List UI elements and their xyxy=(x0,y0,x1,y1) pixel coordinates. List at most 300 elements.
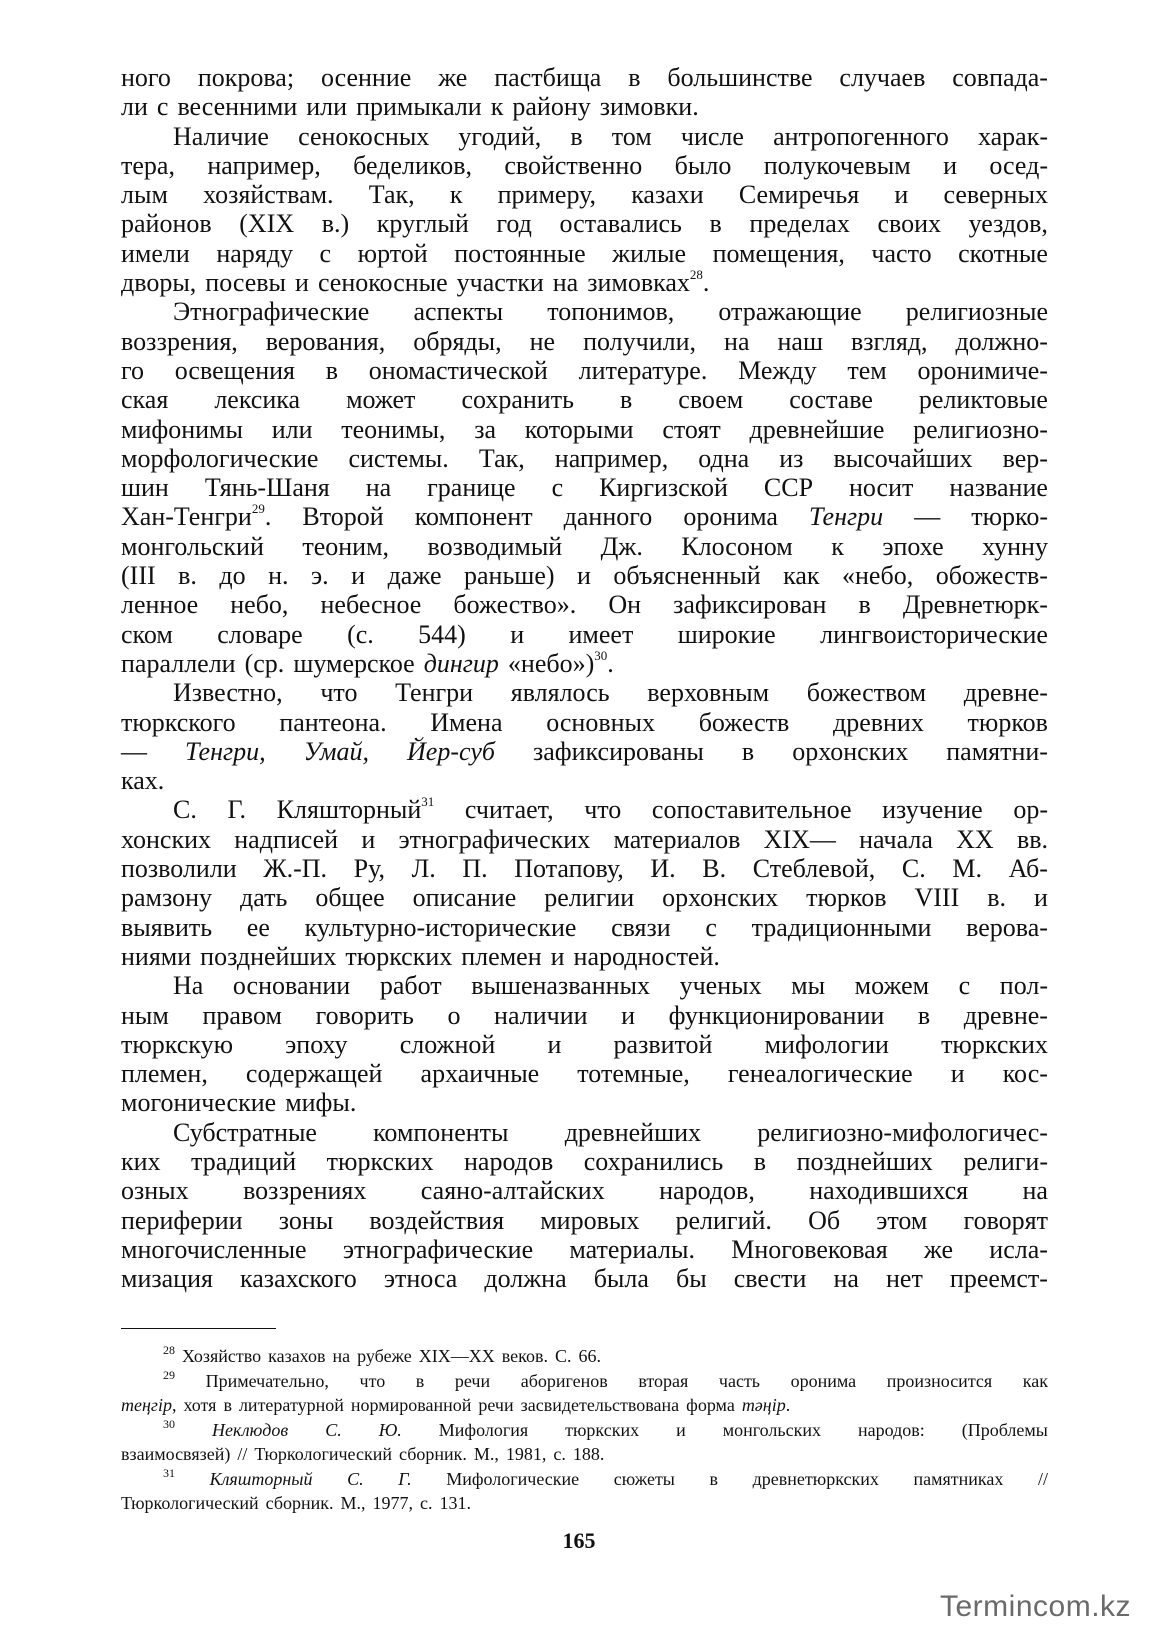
body-text-word: Тенгри xyxy=(395,678,474,708)
body-text-line xyxy=(121,63,1048,92)
body-text-line xyxy=(121,854,1048,883)
body-text-word: религиозные xyxy=(905,297,1048,327)
body-text-line xyxy=(121,620,1048,649)
body-text-word: древнейших xyxy=(564,1117,702,1147)
footnote-line xyxy=(121,1369,1048,1394)
body-text-word: название xyxy=(949,473,1048,503)
body-text-word: верова- xyxy=(966,912,1048,942)
body-text-word: Ру, xyxy=(353,854,386,884)
body-text-word: и xyxy=(943,150,958,180)
body-text-line xyxy=(121,268,1048,297)
footnote-word: засвидетельствована xyxy=(520,1395,680,1415)
footnote-word: 131. xyxy=(439,1493,472,1513)
body-text-word: постоянные xyxy=(454,238,586,268)
body-text-line xyxy=(121,385,1048,414)
footnote-word: М., xyxy=(473,1444,499,1464)
body-text-word: помещения, xyxy=(712,238,845,268)
body-text-word: мифологии xyxy=(764,1029,889,1059)
body-text-line xyxy=(121,92,1048,121)
body-text-word: религии xyxy=(544,883,635,913)
body-text-word: том xyxy=(611,121,652,151)
body-text-word: объясненный xyxy=(613,561,761,591)
body-text-word: компонент xyxy=(414,502,533,532)
body-text-word: Потапову, xyxy=(514,854,624,884)
body-text-word: божество». xyxy=(453,590,577,620)
body-text-word: ленное xyxy=(121,590,199,620)
body-text-word: и xyxy=(1034,883,1048,913)
body-text-word: религий. xyxy=(675,1205,772,1235)
body-text-word: религиозно- xyxy=(913,414,1048,444)
body-text-word: материалов xyxy=(613,824,741,854)
body-text-line xyxy=(121,180,1048,209)
body-text-line xyxy=(121,737,1048,766)
body-text-word: На xyxy=(173,971,204,1001)
body-text-word: шин xyxy=(121,473,169,503)
footnote-word: 66. xyxy=(578,1346,601,1366)
body-text-line xyxy=(121,327,1048,356)
body-text-word: должно- xyxy=(955,326,1048,356)
footnote-word: народов: xyxy=(857,1419,925,1440)
body-text-line xyxy=(121,708,1048,737)
body-text-word: словаре xyxy=(217,619,303,649)
body-text-word: в xyxy=(917,1000,931,1030)
body-text-word: Семиречья xyxy=(738,180,860,210)
body-text-word: мы xyxy=(791,971,826,1001)
body-text-word: стоят xyxy=(662,414,721,444)
footnote-word: речи xyxy=(454,1370,491,1391)
footnote-word: Тюркологический xyxy=(121,1493,259,1513)
body-text-word: и xyxy=(510,619,525,649)
body-text-word: Многовековая xyxy=(731,1234,888,1264)
body-text-word: ее xyxy=(246,912,270,942)
body-text-line xyxy=(121,942,1048,971)
body-text-word: VIII xyxy=(914,883,960,913)
body-text-word: дворы, xyxy=(121,268,197,298)
footnote-word: Кляшторный xyxy=(209,1468,313,1489)
body-text-word: компоненты xyxy=(373,1117,509,1147)
body-text-word: в.) xyxy=(321,209,350,239)
body-text-word: полукочевым xyxy=(763,150,911,180)
body-text-word: совпада- xyxy=(952,63,1048,92)
body-text-word: пол- xyxy=(999,971,1048,1001)
body-text-word: тюркского xyxy=(121,707,236,737)
body-text-word: правом xyxy=(202,1000,282,1030)
body-text-word: с xyxy=(551,473,564,503)
body-text-word: Имена xyxy=(430,707,503,737)
body-text-word: преемст- xyxy=(949,1264,1048,1294)
body-text-word: вышеназванных xyxy=(471,971,650,1001)
footnote-word: хотя xyxy=(183,1395,217,1415)
body-text-word: своих xyxy=(877,209,941,239)
body-text-word: с xyxy=(958,971,971,1001)
body-text-word: примыкали xyxy=(356,92,482,122)
body-text-line xyxy=(121,209,1048,238)
body-text-line xyxy=(121,1118,1048,1147)
body-text-word: свести xyxy=(733,1264,807,1294)
body-text-word: и xyxy=(577,561,591,591)
body-text-word: П. xyxy=(462,854,488,884)
body-text-word: тюрко- xyxy=(971,502,1048,532)
watermark-logo: Termincom.kz xyxy=(940,1590,1132,1623)
body-text-word: весенними xyxy=(177,92,298,122)
body-text-word: зоны xyxy=(278,1205,334,1235)
footnote-word: 28 xyxy=(163,1343,175,1357)
body-text-word: тюрков xyxy=(806,883,887,913)
body-text-line xyxy=(121,502,1048,531)
body-text-word: покрова; xyxy=(197,63,295,92)
body-text-word: скотные xyxy=(958,238,1048,268)
footnote-word: литературной xyxy=(238,1395,344,1415)
body-text-word: рамзону xyxy=(121,883,213,913)
body-text-word: (III xyxy=(121,561,156,591)
body-text-word: в xyxy=(325,355,339,385)
body-text-word: Второй xyxy=(302,502,384,532)
body-text-word: связи xyxy=(611,912,671,942)
body-text-word: взгляд, xyxy=(850,326,928,356)
body-text-word: Ж.-П. xyxy=(263,854,328,884)
body-text-word: лексика xyxy=(214,385,301,415)
body-text-word: позднейших xyxy=(796,1146,933,1176)
body-text-word: Л. xyxy=(411,854,436,884)
footnote-word: 188. xyxy=(572,1444,605,1464)
body-text-word: антропогенного xyxy=(773,121,949,151)
body-text-word: И. xyxy=(650,854,676,884)
body-text-word: ниями xyxy=(121,941,192,971)
body-text-word: XX xyxy=(956,824,994,854)
footnote-word: с. xyxy=(553,1444,566,1464)
body-text-word: примеру, xyxy=(497,180,597,210)
body-text-word: божеств xyxy=(698,707,790,737)
body-text-line xyxy=(121,678,1048,707)
footnote-word: теңгір, xyxy=(121,1395,177,1415)
body-text-word: морфологические xyxy=(121,443,319,473)
body-text-word: н. xyxy=(268,561,289,591)
body-text-word: Хан-Тенгри$^{29}$. xyxy=(121,501,272,532)
body-text-word: Г. xyxy=(227,795,247,825)
body-text-word: хозяйствам. xyxy=(203,180,334,210)
body-text-word: Йер-суб xyxy=(407,736,495,766)
footnote-word: сюжеты xyxy=(613,1468,675,1489)
body-text-word: сохранить xyxy=(461,385,574,415)
footnote-word: оронима xyxy=(790,1370,857,1391)
body-text-word: — xyxy=(914,502,941,532)
footnote-word: в xyxy=(709,1468,719,1489)
body-text-word: (XIX xyxy=(239,209,295,239)
body-text-word: небесное xyxy=(320,590,422,620)
body-text-word: 544) xyxy=(418,619,466,649)
body-text-word: ких xyxy=(121,1146,161,1176)
body-text-word: данного xyxy=(563,502,653,532)
body-text-word: топонимов, xyxy=(547,297,675,327)
body-text-word: Об xyxy=(808,1205,841,1235)
body-text-word: изучение xyxy=(882,795,983,825)
body-text-line xyxy=(121,971,1048,1000)
body-text-word: одна xyxy=(698,443,750,473)
body-text-word: народов, xyxy=(659,1176,755,1206)
body-text-word: осед- xyxy=(989,150,1048,180)
body-text-word: районов xyxy=(121,209,212,239)
footnote-word: М., xyxy=(340,1493,366,1513)
footnote-word: речи xyxy=(478,1395,514,1415)
body-text-word: оронимиче- xyxy=(917,355,1048,385)
body-text-word: или xyxy=(306,92,348,122)
body-text-word: к xyxy=(449,180,463,210)
body-text-word: освещения xyxy=(174,355,295,385)
body-text-word: же xyxy=(438,63,468,92)
body-text-word: ская xyxy=(121,385,169,415)
body-text-line xyxy=(121,883,1048,912)
footnote-word: 1981, xyxy=(505,1444,547,1464)
body-text-word: генеалогические xyxy=(727,1059,913,1089)
body-text-word: эпохе xyxy=(882,531,944,561)
body-text-line xyxy=(121,122,1048,151)
body-text-word: с xyxy=(705,912,717,942)
footnote-line xyxy=(121,1418,1048,1443)
body-text-word: случаев xyxy=(839,63,926,92)
footnote-word: Тюркологический xyxy=(254,1444,392,1464)
body-text-word: племен xyxy=(461,941,542,971)
footnote-word: что xyxy=(359,1370,386,1391)
body-text-word: древне- xyxy=(963,678,1048,708)
body-text-word: наш xyxy=(777,326,823,356)
footnote-word: казахов xyxy=(268,1346,326,1366)
body-text-word: народов xyxy=(464,1146,554,1176)
body-text-word: ли xyxy=(121,92,148,122)
body-text-word: В. xyxy=(702,854,727,884)
body-text-word: древне- xyxy=(963,1000,1048,1030)
body-text-word: традиционными xyxy=(751,912,932,942)
footnote-word: рубеже xyxy=(357,1346,412,1366)
body-text-word: Субстратные xyxy=(173,1117,317,1147)
footnote-word: в xyxy=(415,1370,425,1391)
body-text-word: хунну xyxy=(982,531,1048,561)
body-text-word: божеством xyxy=(806,678,927,708)
body-text-word: го xyxy=(121,355,145,385)
body-text-line xyxy=(121,473,1048,502)
body-text-word: бы xyxy=(675,1264,707,1294)
footnote-word: взаимосвязей) xyxy=(121,1444,231,1464)
footnote-word: 1977, xyxy=(372,1493,414,1513)
body-text-word: описание xyxy=(412,883,517,913)
body-text-word: культурно-исторические xyxy=(304,912,577,942)
body-text-word: например, xyxy=(207,150,321,180)
body-text-word: Стеблевой, xyxy=(752,854,876,884)
footnote-word: Мифология xyxy=(438,1419,529,1440)
body-text-word: же xyxy=(923,1234,954,1264)
footnote-line xyxy=(121,1344,1048,1369)
body-text-word: могонические xyxy=(121,1088,277,1118)
body-text-word: ным xyxy=(121,1000,169,1030)
body-text-word: в xyxy=(858,590,871,620)
body-text-word: и xyxy=(547,1029,562,1059)
body-text-word: можем xyxy=(854,971,930,1001)
body-text-word: была xyxy=(593,1264,649,1294)
body-text-word: архаичные xyxy=(420,1059,540,1089)
body-text-word: ономастической xyxy=(368,355,548,385)
body-text-word: из xyxy=(779,443,804,473)
body-text-line xyxy=(121,1088,1048,1117)
body-text-word: юртой xyxy=(357,238,428,268)
body-text-word: говорят xyxy=(963,1205,1048,1235)
footnote-line xyxy=(121,1442,1048,1467)
footnote-word: форма xyxy=(686,1395,735,1415)
body-text-word: реликтовые xyxy=(918,385,1048,415)
body-text-word: и xyxy=(621,1000,636,1030)
footnote-word: древнетюркских xyxy=(752,1468,879,1489)
body-text-word: надписей xyxy=(234,824,339,854)
body-text-word: возводимый xyxy=(427,531,563,561)
body-text-word: в. xyxy=(987,883,1007,913)
body-text-word: обряды, xyxy=(413,326,502,356)
body-text-word: монгольский xyxy=(121,531,264,561)
body-text-word: памятни- xyxy=(946,736,1048,766)
body-text-word: оставались xyxy=(559,209,682,239)
body-text-word: содержащей xyxy=(245,1059,383,1089)
body-text-word: например, xyxy=(554,443,669,473)
body-text-word: в xyxy=(619,385,633,415)
body-text-word: пантеона. xyxy=(279,707,387,737)
body-text-line xyxy=(121,356,1048,385)
body-text-word: воззрения, xyxy=(121,326,238,356)
body-text-word: общее xyxy=(315,883,385,913)
body-text-word: говорить xyxy=(315,1000,414,1030)
footnote-word: веков. xyxy=(501,1346,548,1366)
footnote-separator xyxy=(121,1328,276,1329)
body-text-word: Тянь-Шаня xyxy=(204,473,330,503)
body-text-word: носит xyxy=(849,473,914,503)
body-text-word: ор- xyxy=(1013,795,1048,825)
body-text-line xyxy=(121,766,1048,795)
body-text-word: получили, xyxy=(583,326,697,356)
body-text-word: тюрков xyxy=(967,707,1048,737)
footnote-word: 31 xyxy=(163,1465,175,1480)
body-text-word: северных xyxy=(943,180,1048,210)
body-text-word: основных xyxy=(546,707,655,737)
body-text-word: обожеств- xyxy=(935,561,1048,591)
body-text-line xyxy=(121,649,1048,678)
body-text-word: функционировании xyxy=(668,1000,885,1030)
body-text-line xyxy=(121,913,1048,942)
body-text-word: позднейших xyxy=(200,941,337,971)
body-text-word: шумерское xyxy=(293,648,415,678)
footnote-word: с. xyxy=(420,1493,433,1513)
body-text-word: Наличие xyxy=(173,121,269,151)
body-text-word: харак- xyxy=(977,121,1048,151)
body-text-word: являлось xyxy=(510,678,610,708)
body-text-word: Он xyxy=(608,590,642,620)
body-text-word: жилые xyxy=(612,238,687,268)
body-text-word: «небо, xyxy=(842,561,914,591)
body-text-word: и xyxy=(550,941,565,971)
body-text-word: осенние xyxy=(320,63,412,92)
body-text-word: угодий, xyxy=(458,121,542,151)
body-text-word: древнейшие xyxy=(749,414,885,444)
footnote-word: С. xyxy=(554,1346,572,1366)
body-text-word: орхонских xyxy=(792,736,909,766)
body-text-word: С. xyxy=(173,795,197,825)
body-text-word: в. xyxy=(178,561,197,591)
footnote-word: нормированной xyxy=(350,1395,472,1415)
body-text-word: зафиксированы xyxy=(532,736,704,766)
body-text-word: на xyxy=(1022,1176,1048,1206)
body-text-word: за xyxy=(474,414,496,444)
body-text-line xyxy=(121,444,1048,473)
body-text-word: орхонских xyxy=(662,883,779,913)
body-text-word: на xyxy=(365,473,392,503)
body-text-word: этом xyxy=(876,1205,928,1235)
body-text-word: Киргизской xyxy=(599,473,728,503)
body-text-line xyxy=(121,1147,1048,1176)
body-text-word: на xyxy=(833,1264,859,1294)
body-text-word: XIX— xyxy=(763,824,836,854)
body-text-word: воздействия xyxy=(369,1205,505,1235)
body-text-word: (ср. xyxy=(244,648,285,678)
body-text-word: сложной xyxy=(399,1029,496,1059)
body-text-word: как xyxy=(783,561,820,591)
body-text-word: с xyxy=(319,238,332,268)
body-text-word: казахского xyxy=(240,1264,357,1294)
body-text-word: наличии xyxy=(494,1000,588,1030)
body-text-word: верования, xyxy=(265,326,386,356)
body-text-word: на xyxy=(724,326,750,356)
footnote-word: памятниках xyxy=(913,1468,1004,1489)
body-text-word: Между xyxy=(738,355,817,385)
body-text-word: может xyxy=(346,385,416,415)
body-text-word: составе xyxy=(789,385,873,415)
footnote-word: тәңір. xyxy=(741,1395,791,1415)
body-text-line xyxy=(121,532,1048,561)
body-text-word: э. xyxy=(311,561,329,591)
body-text-word: тюркских xyxy=(345,941,453,971)
body-text-word: системы. xyxy=(348,443,449,473)
footnote-word: аборигенов xyxy=(520,1370,608,1391)
body-text-word: считает, xyxy=(464,795,554,825)
footnote-word: Ю. xyxy=(378,1419,402,1440)
body-text-word: ССР xyxy=(763,473,814,503)
body-text-word: — xyxy=(121,736,147,766)
footnote-word: Мифологические xyxy=(446,1468,580,1489)
body-text-word: имели xyxy=(121,238,190,268)
body-text-word: числе xyxy=(680,121,744,151)
body-text-word: мировых xyxy=(540,1205,640,1235)
body-text-word: раньше) xyxy=(464,561,555,591)
body-text-word: ках. xyxy=(121,766,165,796)
body-text-word: находившихся xyxy=(809,1176,969,1206)
body-text-word: традиций xyxy=(191,1146,297,1176)
body-text-line xyxy=(121,1206,1048,1235)
body-text-word: материалы. xyxy=(569,1234,695,1264)
body-text-word: Этнографические xyxy=(173,297,370,327)
body-text-line xyxy=(121,1264,1048,1293)
body-text-word: позволили xyxy=(121,854,237,884)
footnote-word: сборник. xyxy=(398,1444,467,1464)
body-text-word: народностей. xyxy=(573,941,720,971)
body-text-word: хонских xyxy=(121,824,212,854)
body-text-word: озных xyxy=(121,1176,189,1206)
body-text-word: этнографических xyxy=(398,824,591,854)
body-text-line xyxy=(121,561,1048,590)
body-text-word: лым xyxy=(121,180,168,210)
body-text-line xyxy=(121,1001,1048,1030)
footnotes xyxy=(121,1344,1048,1516)
footnote-word: // xyxy=(1037,1468,1048,1489)
body-text-word: часто xyxy=(871,238,932,268)
body-text-word: племен, xyxy=(121,1059,208,1089)
body-text-word: даже xyxy=(387,561,442,591)
footnote-word: сборник. xyxy=(265,1493,334,1513)
body-text-word: в xyxy=(570,121,583,151)
body-text-word: сопоставительное xyxy=(651,795,852,825)
